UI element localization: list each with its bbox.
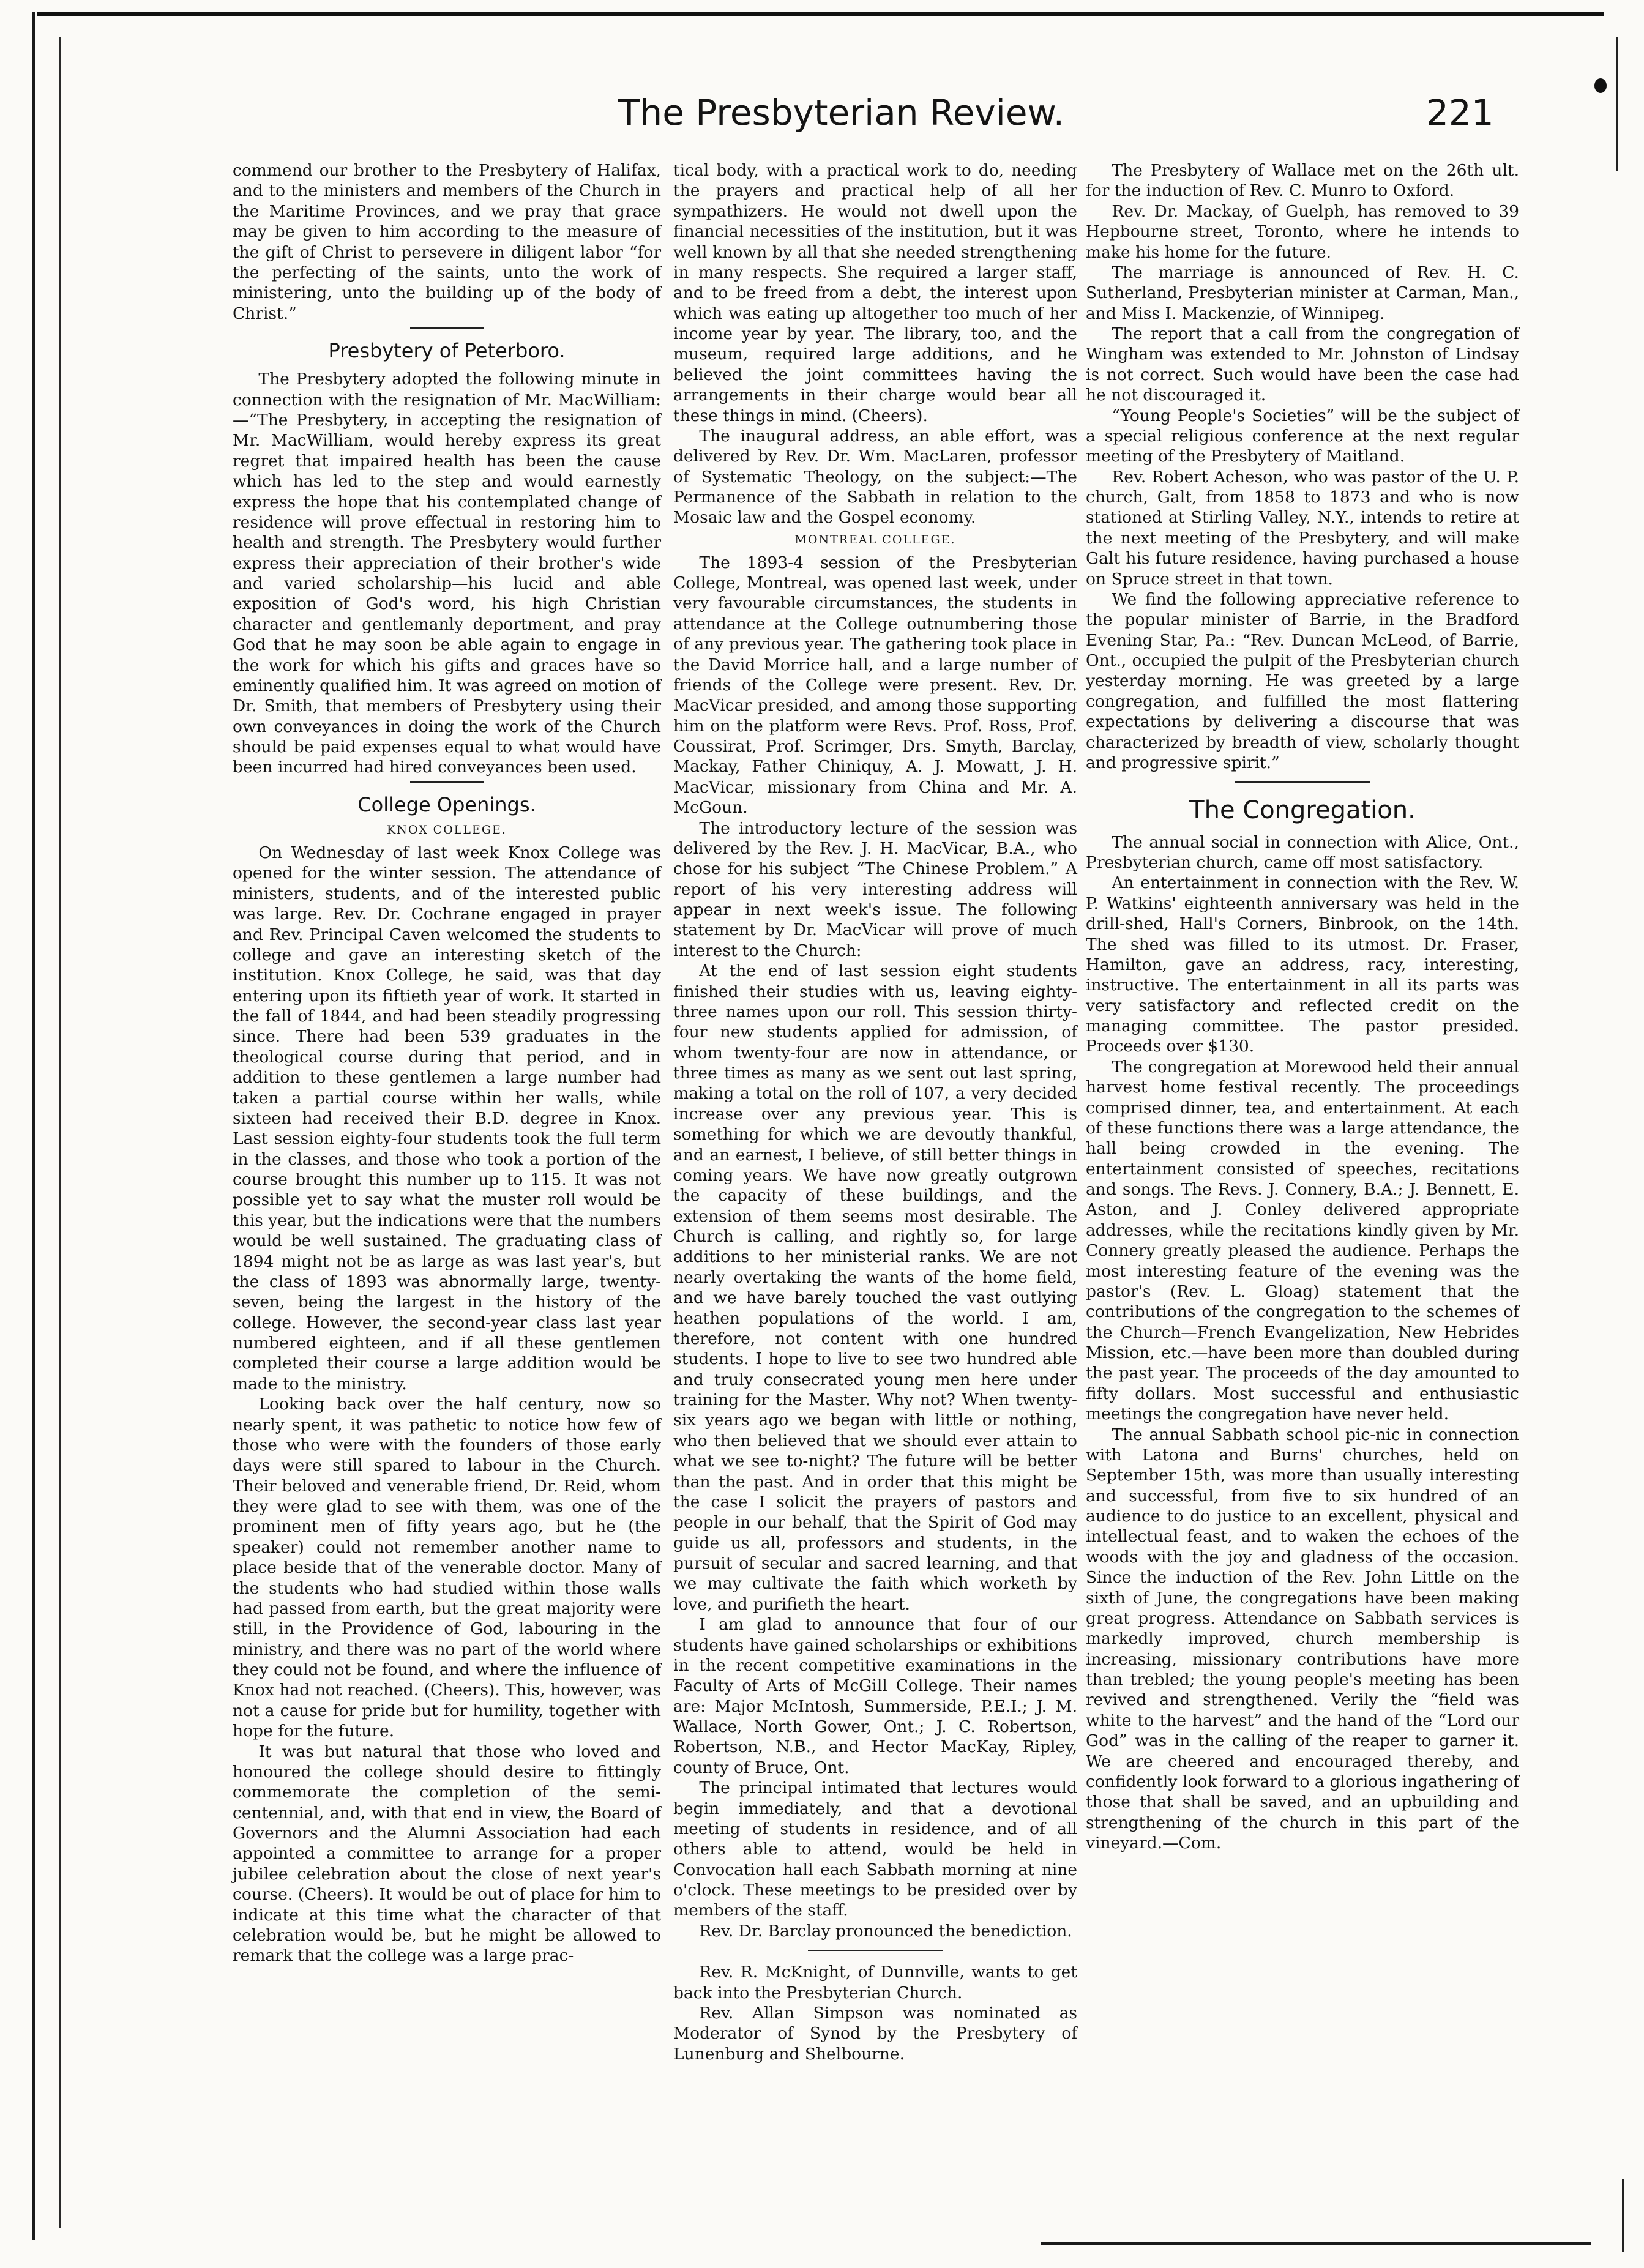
paragraph: The annual Sabbath school pic-nic in connection with Latona and Burns' churches, held on September 15th, was more than usually interesting and successful, from five to six hundred of an audience to do justice to an excellent, physical and intellectual feast, and to waken the echoes of the woods with the joy and gladness of the occasion. Since the induction of the Rev. John Little on the sixth of June, the congregations have been making great progress. Attendance on Sabbath services is markedly improved, church membership is increasing, missionary contributions have more than trebled; the young people's meeting has been revived and strengthened. Verily the “field was white to the harvest” and the hand of the “Lord our God” was in the calling of the reaper to garner it. We are cheered and encouraged thereby, and confidently look forward to a glorious ingathering of those that shall be saved, and an upbuilding and strengthening of the church in this part of the vineyard.—Com. bbox=[1086, 1425, 1519, 1853]
section-heading-college: College Openings. bbox=[357, 793, 536, 816]
paragraph: tical body, with a practical work to do, needing the prayers and practical help of all her sympathizers. He would not dwell upon the financial necessities of the institution, but it was well known by all that she needed strengthening in many respects. She required a larger staff, and to be freed from a debt, the interest upon which was eating up altogether too much of her income year by year. The library, too, and the museum, required large additions, and he believed the joint committees having the arrangements in their charge would bear all these things in mind. (Cheers). bbox=[673, 161, 1077, 425]
paragraph: commend our brother to the Presbytery of Halifax, and to the ministers and members of the Church in the Maritime Provinces, and we pray that grace may be given to him according to the measure of the gift of Christ to persevere in diligent labor “for the perfecting of the saints, unto the work of ministering, unto the building up of the body of Christ.” bbox=[233, 161, 661, 323]
section-divider bbox=[1235, 781, 1370, 783]
paragraph: It was but natural that those who loved and honoured the college should desire to fittingly commemorate the completion of the semi-centennial, and, with that end in view, the Board of Governors and the Alumni Association had each appointed a committee to arrange for a proper jubilee celebration about the close of next year's course. (Cheers). It would be out of place for him to indicate at this time what the character of that celebration would be, but he might be allowed to remark that the college was a large prac- bbox=[233, 1742, 661, 1966]
column-right bbox=[1086, 160, 1519, 1853]
paragraph: At the end of last session eight students finished their studies with us, leaving eighty-three names upon our roll. This session thirty-four new students applied for admission, of whom twenty-four are now in attendance, or three times as many as we sent out last spring, making a total on the roll of 107, a very decided increase over any previous year. This is something for which we are devoutly thankful, and an earnest, I believe, of still better things in coming years. We have now greatly outgrown the capacity of these buildings, and the extension of them seems most desirable. The Church is calling, and rightly so, for large additions to her ministerial ranks. We are not nearly overtaking the wants of the home field, and we have barely touched the vast outlying heathen populations of the world. I am, therefore, not content with one hundred students. I hope to live to see two hundred able and truly consecrated young men here under training for the Master. Why not? When twenty-six years ago we began with little or nothing, who then believed that we should ever attain to what we see to-night? The future will be better than the past. And in order that this might be the case I solicit the prayers of pastors and people in our behalf, that the Spirit of God may guide us all, professors and students, in the pursuit of secular and sacred learning, and that we may cultivate the faith which worketh by love, and purifieth the heart. bbox=[673, 961, 1077, 1614]
paragraph: An entertainment in connection with the Rev. W. P. Watkins' eighteenth anniversary was held in the drill-shed, Hall's Corners, Binbrook, on the 14th. The shed was filled to its utmost. Dr. Fraser, Hamilton, gave an address, racy, interesting, instructive. The entertainment in all its parts was very satisfactory and reflected credit on the managing committee. The pastor presided. Proceeds over $130. bbox=[1086, 873, 1519, 1056]
paragraph: Looking back over the half century, now so nearly spent, it was pathetic to notice how few of those who were with the founders of those early days were still spared to labour in the Church. Their beloved and venerable friend, Dr. Reid, whom they were glad to see with them, was one of the prominent men of fifty years ago, but he (the speaker) could not remember another name to place beside that of the venerable doctor. Many of the students who had studied within those walls had passed from earth, but the great majority were still, in the Providence of God, labouring in the ministry, and there was no part of the world where they could not be found, and where the influence of Knox had not reached. (Cheers). This, however, was not a cause for pride but for humility, together with hope for the future. bbox=[233, 1395, 661, 1741]
paragraph: The marriage is announced of Rev. H. C. Sutherland, Presbyterian minister at Carman, Man., and Miss I. Mackenzie, of Winnipeg. bbox=[1086, 263, 1519, 323]
paragraph: Rev. Allan Simpson was nominated as Moderator of Synod by the Presbytery of Lunenburg and Shelbourne. bbox=[673, 2003, 1077, 2064]
right-border-rule bbox=[1616, 37, 1618, 171]
section-divider bbox=[410, 327, 484, 329]
paragraph: The Presbytery of Wallace met on the 26th ult. for the induction of Rev. C. Munro to Oxford. bbox=[1086, 161, 1519, 201]
section-heading-congregation: The Congregation. bbox=[1189, 796, 1416, 825]
paragraph: We find the following appreciative reference to the popular minister of Barrie, in the Bradford Evening Star, Pa.: “Rev. Duncan McLeod, of Barrie, Ont., occupied the pulpit of the Presbyterian church yesterday morning. He was greeted by a large congregation, and fulfilled the most flattering expectations by delivering a discourse that was characterized by breadth of view, scholarly thought and progressive spirit.” bbox=[1086, 589, 1519, 772]
subheading-knox: KNOX COLLEGE. bbox=[387, 823, 507, 837]
paragraph: On Wednesday of last week Knox College was opened for the winter session. The attendance of ministers, students, and of the interested public was large. Rev. Dr. Cochrane engaged in prayer and Rev. Principal Caven welcomed the students to college and gave an interesting sketch of the institution. Knox College, he said, was that day entering upon its fiftieth year of work. It started in the fall of 1844, and had been steadily progressing since. There had been 539 graduates in the theological course during that period, and in addition to these gentlemen a large number had taken a partial course within her walls, while sixteen had received their B.D. degree in Knox. Last session eighty-four students took the full term in the classes, and those who took a portion of the course brought this number up to 115. It was not possible yet to say what the muster roll would be this year, but the indications were that the numbers would be well sustained. The graduating class of 1894 might not be as large as was last year's, but the class of 1893 was abnormally large, twenty-seven, being the largest in the history of the college. However, the second-year class last year numbered eighteen, and if all these gentlemen completed their course a large addition would be made to the ministry. bbox=[233, 843, 661, 1393]
paragraph: I am glad to announce that four of our students have gained scholarships or exhibitions in the recent competitive examinations in the Faculty of Arts of McGill College. Their names are: Major McIntosh, Summerside, P.E.I.; J. M. Wallace, North Gower, Ont.; J. C. Robertson, Robertson, N.B., and Hector MacKay, Ripley, county of Bruce, Ont. bbox=[673, 1615, 1077, 1777]
paragraph: The inaugural address, an able effort, was delivered by Rev. Dr. Wm. MacLaren, professor of Systematic Theology, on the subject:—The Permanence of the Sabbath in relation to the Mosaic law and the Gospel economy. bbox=[673, 426, 1077, 528]
page-number: 221 bbox=[1426, 92, 1494, 133]
bottom-border-rule bbox=[1041, 2242, 1591, 2245]
subheading-montreal: MONTREAL COLLEGE. bbox=[794, 532, 956, 546]
column-left bbox=[233, 160, 661, 1966]
paragraph: The principal intimated that lectures would begin immediately, and that a devotional meeting of students in residence, and of all others able to attend, would be held in Convocation hall each Sabbath morning at nine o'clock. These meetings to be presided over by members of the staff. bbox=[673, 1778, 1077, 1920]
paragraph: Rev. Robert Acheson, who was pastor of the U. P. church, Galt, from 1858 to 1873 and who is now stationed at Stirling Valley, N.Y., intends to retire at the next meeting of the Presbytery, and will make Galt his future residence, having purchased a house on Spruce street in that town. bbox=[1086, 467, 1519, 589]
section-heading-peterboro: Presbytery of Peterboro. bbox=[328, 339, 566, 362]
left-inner-rule bbox=[59, 37, 61, 2228]
paragraph: “Young People's Societies” will be the subject of a special religious conference at the next regular meeting of the Presbytery of Maitland. bbox=[1086, 406, 1519, 466]
paragraph: The congregation at Morewood held their annual harvest home festival recently. The proceedings comprised dinner, tea, and entertainment. At each of these functions there was a large attendance, the hall being crowded in the evening. The entertainment consisted of speeches, recitations and songs. The Revs. J. Connery, B.A.; J. Bennett, E. Aston, and J. Conley delivered appropriate addresses, while the recitations kindly given by Mr. Connery greatly pleased the audience. Perhaps the most interesting feature of the evening was the pastor's (Rev. L. Gloag) statement that the contributions of the congregation to the schemes of the Church—French Evangelization, New Hebrides Mission, etc.—have been more than doubled during the past year. The proceeds of the day amounted to fifty dollars. Most successful and enthusiastic meetings the congregation have never held. bbox=[1086, 1057, 1519, 1424]
paragraph: Rev. Dr. Mackay, of Guelph, has removed to 39 Hepbourne street, Toronto, where he intends to make his home for the future. bbox=[1086, 201, 1519, 262]
paragraph: Rev. R. McKnight, of Dunnville, wants to get back into the Presbyterian Church. bbox=[673, 1963, 1077, 2002]
section-divider bbox=[410, 781, 484, 783]
paragraph: The annual social in connection with Alice, Ont., Presbyterian church, came off most satisfactory. bbox=[1086, 832, 1519, 873]
right-bottom-rule bbox=[1622, 2179, 1624, 2252]
paragraph: Rev. Dr. Barclay pronounced the benediction. bbox=[699, 1921, 1072, 1941]
paragraph: The report that a call from the congregation of Wingham was extended to Mr. Johnston of Lindsay is not correct. Such would have been the case had he not discouraged it. bbox=[1086, 324, 1519, 405]
margin-dot bbox=[1594, 78, 1607, 93]
column-middle bbox=[673, 160, 1077, 2064]
paragraph: The introductory lecture of the session was delivered by the Rev. J. H. MacVicar, B.A., who chose for his subject “The Chinese Problem.” A report of his very interesting address will appear in next week's issue. The following statement by Dr. MacVicar will prove of much interest to the Church: bbox=[673, 818, 1077, 960]
top-border-rule bbox=[37, 12, 1604, 16]
left-border-rule bbox=[32, 12, 35, 2240]
paragraph: The 1893-4 session of the Presbyterian College, Montreal, was opened last week, under very favourable circumstances, the students in attendance at the College outnumbering those of any previous year. The gathering took place in the David Morrice hall, and a large number of friends of the College were present. Rev. Dr. MacVicar presided, and among those supporting him on the platform were Revs. Prof. Ross, Prof. Coussirat, Prof. Scrimger, Drs. Smyth, Barclay, Mackay, Father Chiniquy, A. J. Mowatt, J. H. MacVicar, missionary from China and Mr. A. McGoun. bbox=[673, 553, 1077, 818]
section-divider bbox=[808, 1950, 943, 1951]
page-title: The Presbyterian Review. bbox=[618, 92, 1065, 133]
paragraph: The Presbytery adopted the following minute in connection with the resignation of Mr. MacWilliam:—“The Presbytery, in accepting the resignation of Mr. MacWilliam, would hereby express its great regret that impaired health has been the cause which has led to the step and would earnestly express the hope that his contemplated change of residence will prove effectual in restoring him to health and strength. The Presbytery would further express their appreciation of their brother's wide and varied scholarship—his lucid and able exposition of God's word, his high Christian character and gentlemanly deportment, and pray God that he may soon be able again to engage in the work for which his gifts and graces have so eminently qualified him. It was agreed on motion of Dr. Smith, that members of Presbytery using their own conveyances in doing the work of the Church should be paid expenses equal to what would have been incurred had hired conveyances been used. bbox=[233, 370, 661, 777]
